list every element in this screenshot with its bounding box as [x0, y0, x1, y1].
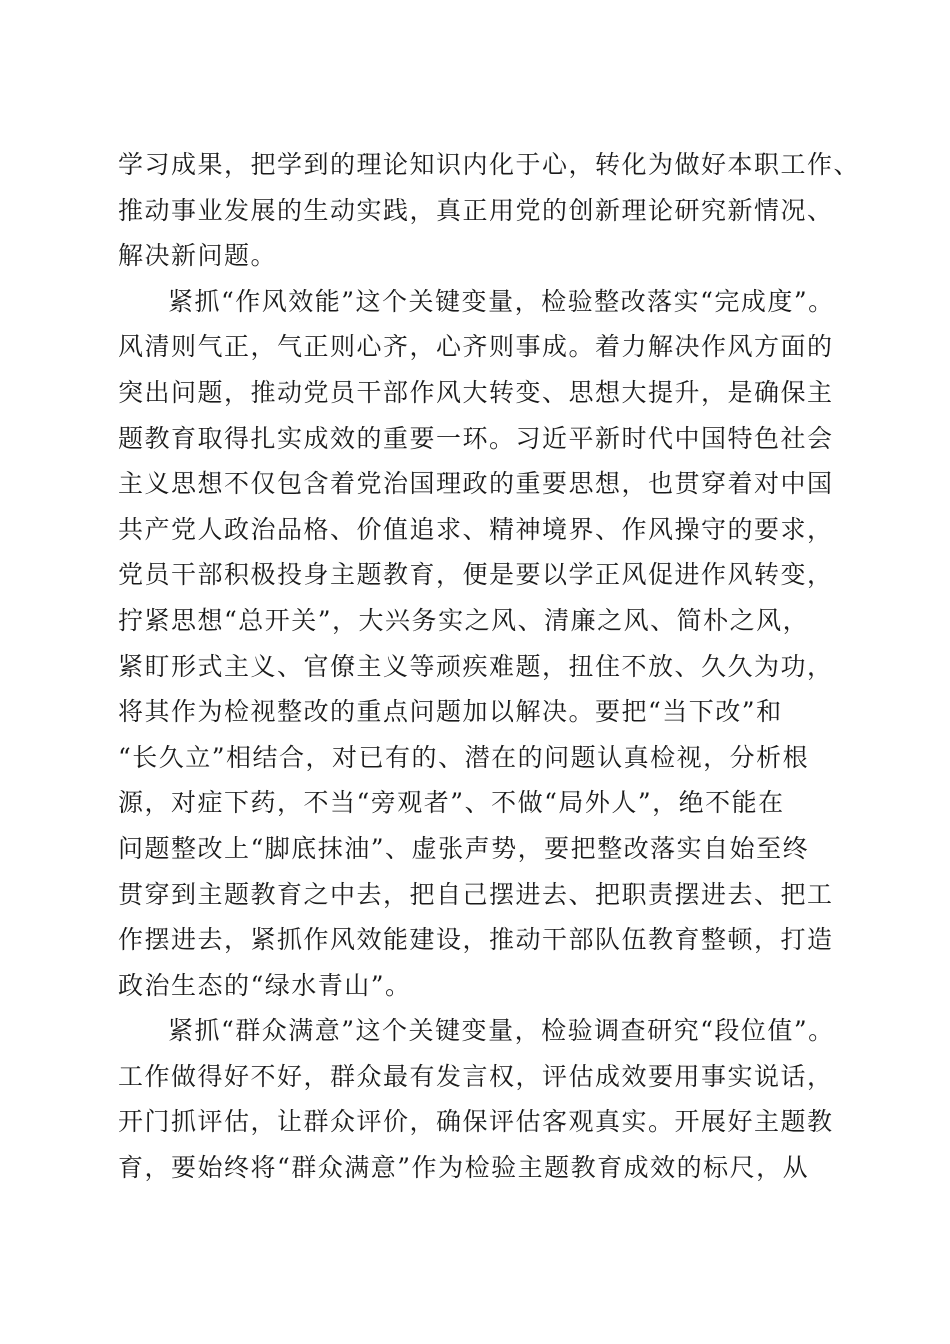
text-line: 推动事业发展的生动实践，真正用党的创新理论研究新情况、: [118, 195, 834, 225]
text-line: 主义思想不仅包含着党治国理政的重要思想，也贯穿着对中国: [118, 469, 834, 499]
text-line: 政治生态的“绿水青山”。: [118, 970, 412, 1000]
text-line: 紧盯形式主义、官僚主义等顽疾难题，扭住不放、久久为功，: [118, 651, 834, 681]
paragraph-start-line: 紧抓“群众满意”这个关键变量，检验调查研究“段位值”。: [168, 1016, 835, 1046]
text-line: 源，对症下药，不当“旁观者”、不做“局外人”，绝不能在: [118, 788, 785, 818]
text-line: “长久立”相结合，对已有的、潜在的问题认真检视，分析根: [118, 742, 810, 772]
text-line: 贯穿到主题教育之中去，把自己摆进去、把职责摆进去、把工: [118, 879, 834, 909]
text-line: 作摆进去，紧抓作风效能建设，推动干部队伍教育整顿，打造: [118, 925, 834, 955]
text-line: 共产党人政治品格、价值追求、精神境界、作风操守的要求，: [118, 514, 834, 544]
text-line: 党员干部积极投身主题教育，便是要以学正风促进作风转变，: [118, 560, 834, 590]
text-line: 育，要始终将“群众满意”作为检验主题教育成效的标尺，从: [118, 1153, 810, 1183]
body-text: [118, 142, 861, 1191]
text-line: 突出问题，推动党员干部作风大转变、思想大提升，是确保主: [118, 377, 834, 407]
text-line: 工作做得好不好，群众最有发言权，评估成效要用事实说话，: [118, 1061, 834, 1091]
text-line: 题教育取得扎实成效的重要一环。习近平新时代中国特色社会: [118, 423, 834, 453]
text-line: 解决新问题。: [118, 241, 278, 271]
text-line: 开门抓评估，让群众评价，确保评估客观真实。开展好主题教: [118, 1107, 834, 1137]
text-line: 风清则气正，气正则心齐，心齐则事成。着力解决作风方面的: [118, 332, 834, 362]
paragraph-start-line: 紧抓“作风效能”这个关键变量，检验整改落实“完成度”。: [168, 286, 835, 316]
text-line: 问题整改上“脚底抹油”、虚张声势，要把整改落实自始至终: [118, 833, 810, 863]
text-line: 拧紧思想“总开关”，大兴务实之风、清廉之风、简朴之风，: [118, 605, 810, 635]
text-line: 将其作为检视整改的重点问题加以解决。要把“当下改”和: [118, 697, 783, 727]
text-line: 学习成果，把学到的理论知识内化于心，转化为做好本职工作、: [118, 150, 861, 179]
